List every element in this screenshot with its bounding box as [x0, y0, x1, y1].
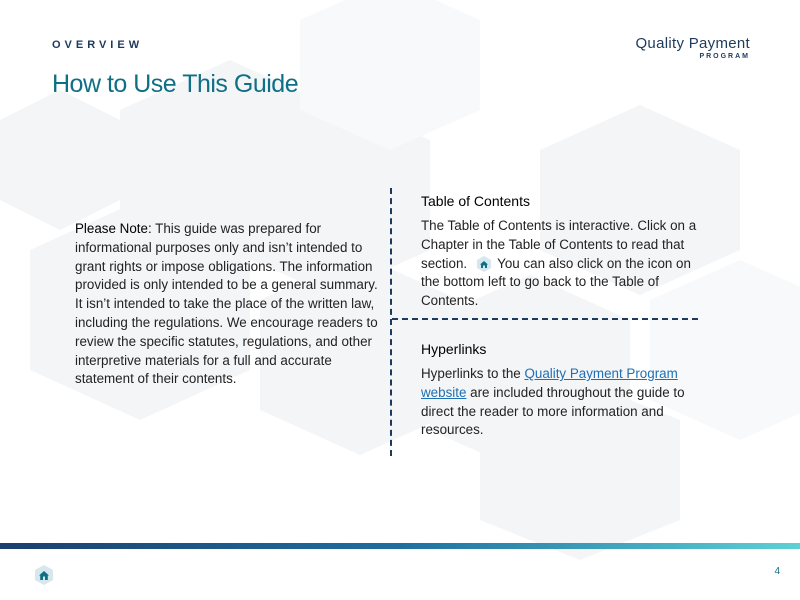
horizontal-divider	[392, 318, 698, 320]
qpp-website-link[interactable]: Quality Payment Program website	[421, 366, 678, 400]
disclaimer-note	[75, 220, 380, 389]
footer-gradient-bar	[0, 543, 800, 549]
qpp-logo	[635, 35, 750, 60]
hyperlinks-text-after: are included throughout the guide to direct the reader to more information and resources.	[421, 384, 685, 438]
toc-description	[421, 217, 711, 311]
toc-text-after: You can also click on the icon on the bottom left to go back to the Table of Contents.	[421, 255, 691, 309]
home-icon	[33, 564, 55, 586]
home-icon	[475, 255, 493, 273]
logo-main-text: Quality Payment	[635, 35, 750, 52]
logo-sub-text: PROGRAM	[699, 53, 750, 60]
note-body: This guide was prepared for informational purposes only and isn’t intended to grant rights or impose obligations. The information provided is only intended to be a general summary. It isn’t intended to take the place of the written law, including the regulations. We encourage readers to review the specific statutes, regulations, and other interpretive materials for a full and accurate statement of their contents.	[75, 221, 378, 387]
page-number: 4	[774, 566, 780, 577]
hyperlinks-heading: Hyperlinks	[421, 341, 487, 357]
hyperlinks-text-before: Hyperlinks to the	[421, 366, 525, 381]
home-button[interactable]	[33, 564, 55, 586]
toc-text-before: The Table of Contents is interactive. Click on a Chapter in the Table of Contents to read that section.	[421, 218, 697, 271]
hyperlinks-description	[421, 365, 711, 440]
toc-heading: Table of Contents	[421, 193, 530, 209]
section-label: OVERVIEW	[52, 39, 144, 51]
note-lead: Please Note:	[75, 221, 152, 236]
vertical-divider	[390, 188, 392, 456]
page-title: How to Use This Guide	[52, 70, 299, 98]
